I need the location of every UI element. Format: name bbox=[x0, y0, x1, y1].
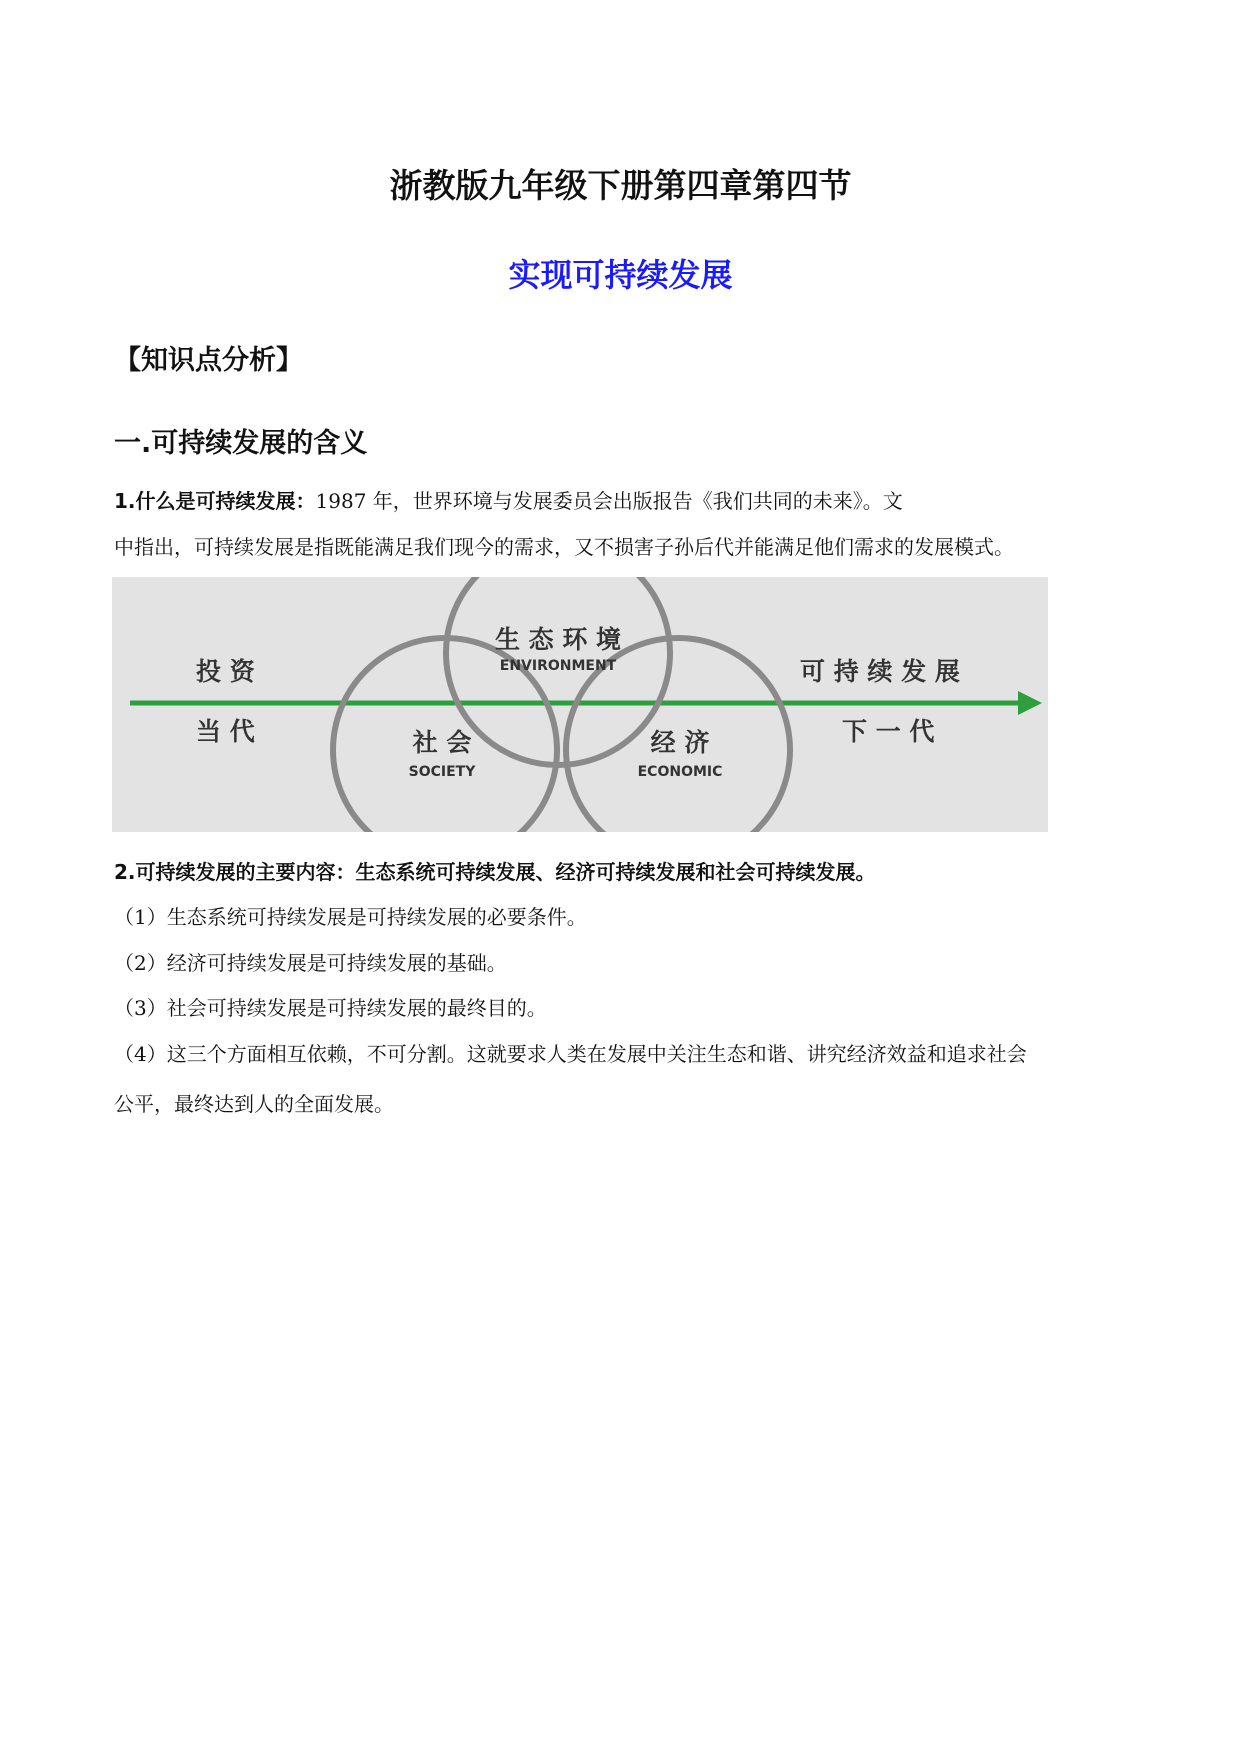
item-1-line-1 bbox=[114, 487, 903, 515]
economic-label-cn: 经 济 bbox=[650, 728, 710, 757]
document-subtitle: 实现可持续发展 bbox=[508, 256, 733, 294]
diagram-svg bbox=[112, 577, 1048, 832]
document-title: 浙教版九年级下册第四章第四节 bbox=[389, 166, 852, 205]
item-2-point-1: （1）生态系统可持续发展是可持续发展的必要条件。 bbox=[114, 905, 587, 929]
society-label-en: SOCIETY bbox=[408, 764, 476, 780]
timeline-arrow-head bbox=[1018, 691, 1042, 715]
environment-label-en: ENVIRONMENT bbox=[499, 658, 617, 674]
economic-label-en: ECONOMIC bbox=[637, 764, 723, 780]
next-generation-label: 下 一 代 bbox=[842, 717, 935, 746]
environment-label-cn: 生 态 环 境 bbox=[494, 625, 622, 654]
section-heading-knowledge: 【知识点分析】 bbox=[114, 345, 303, 376]
item-2-heading: 2.可持续发展的主要内容：生态系统可持续发展、经济可持续发展和社会可持续发展。 bbox=[114, 860, 876, 884]
item-2-point-3: （3）社会可持续发展是可持续发展的最终目的。 bbox=[114, 996, 547, 1020]
item-1-text-line-1: 1987 年，世界环境与发展委员会出版报告《我们共同的未来》。文 bbox=[315, 489, 903, 513]
item-2-point-4: （4）这三个方面相互依赖，不可分割。这就要求人类在发展中关注生态和谐、讲究经济效益和追求社会 bbox=[114, 1042, 1027, 1066]
section-1-heading: 一.可持续发展的含义 bbox=[114, 428, 368, 459]
item-2-point-2: （2）经济可持续发展是可持续发展的基础。 bbox=[114, 951, 507, 975]
current-generation-label: 当 代 bbox=[196, 717, 255, 746]
sustainable-development-diagram bbox=[112, 577, 1048, 832]
society-label-cn: 社 会 bbox=[412, 728, 472, 757]
item-1-line-2: 中指出，可持续发展是指既能满足我们现今的需求，又不损害子孙后代并能满足他们需求的发展模式。 bbox=[114, 535, 1014, 559]
invest-label: 投 资 bbox=[196, 657, 255, 686]
item-1-lead: 1.什么是可持续发展： bbox=[114, 489, 316, 513]
sustainable-development-label: 可 持 续 发 展 bbox=[800, 657, 960, 686]
item-2-point-4-cont: 公平，最终达到人的全面发展。 bbox=[114, 1092, 394, 1116]
